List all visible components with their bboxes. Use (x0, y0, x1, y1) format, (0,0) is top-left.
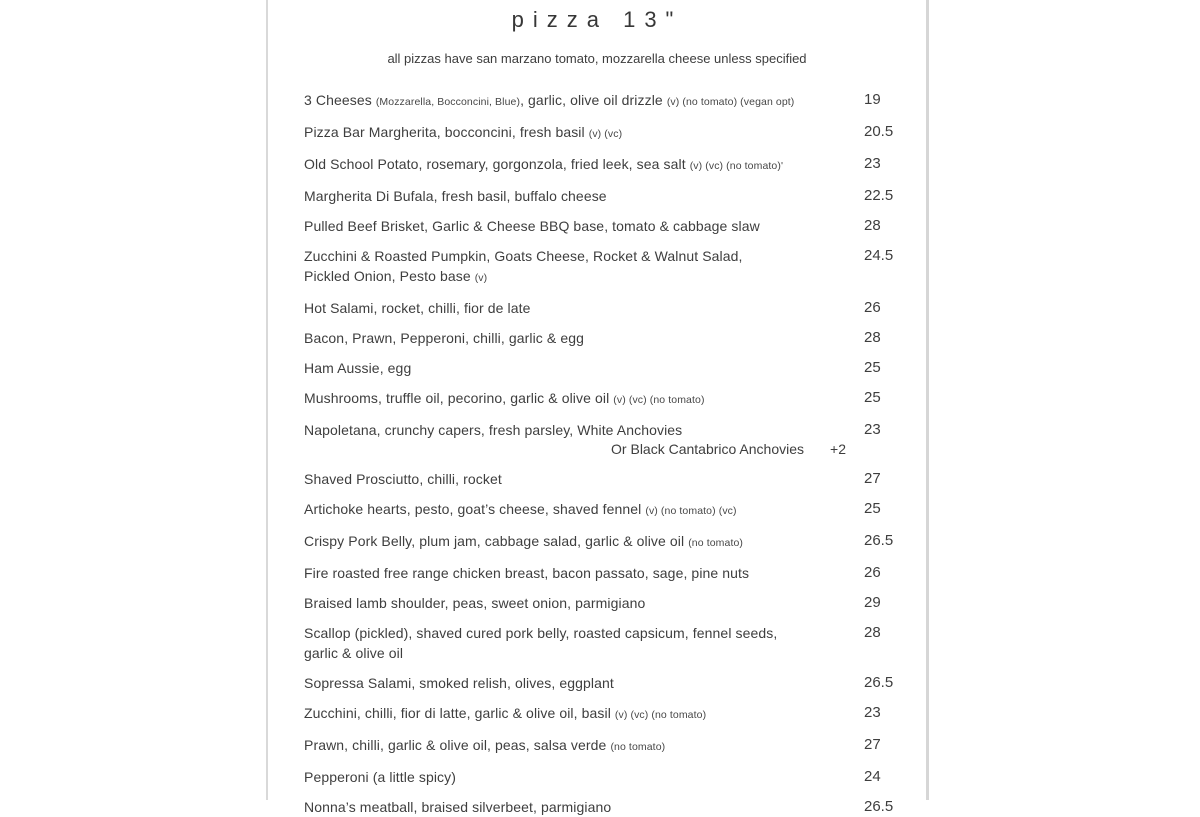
menu-item-text: Pepperoni (a little spicy) (304, 769, 456, 785)
menu-item-description (304, 388, 864, 410)
menu-item-text: Mushrooms, truffle oil, pecorino, garlic & olive oil (304, 390, 614, 406)
menu-item-price: 22.5 (864, 187, 894, 204)
menu-item-text: Old School Potato, rosemary, gorgonzola, fried leek, sea salt (304, 156, 690, 172)
menu-item-line (304, 643, 864, 663)
menu-item-text: Hot Salami, rocket, chilli, fior de late (304, 300, 531, 316)
menu-page (266, 0, 929, 815)
menu-item (304, 388, 926, 410)
menu-item-note: (Mozzarella, Bocconcini, Blue) (375, 96, 521, 108)
menu-item-text: Sopressa Salami, smoked relish, olives, eggplant (304, 675, 614, 691)
menu-item (304, 246, 926, 288)
menu-item-price: 25 (864, 389, 881, 406)
menu-item-line (304, 673, 864, 693)
menu-list (268, 90, 926, 817)
menu-item-description (304, 298, 864, 318)
menu-item-text: Prawn, chilli, garlic & olive oil, peas, salsa verde (304, 737, 611, 753)
menu-item (304, 499, 926, 521)
menu-item-price: 23 (864, 421, 881, 438)
menu-item-line (304, 266, 864, 288)
menu-item-price: 28 (864, 329, 881, 346)
menu-item (304, 298, 926, 318)
menu-item (304, 358, 926, 378)
menu-item-note: (v) (vc) (no tomato) (614, 709, 707, 721)
menu-item-description (304, 186, 864, 206)
menu-item-description (304, 154, 864, 176)
menu-item-line (304, 122, 864, 144)
menu-item-line (304, 623, 864, 643)
menu-item-note: (v) (vc) (no tomato)' (689, 160, 784, 172)
menu-item-text: Margherita Di Bufala, fresh basil, buffalo cheese (304, 188, 607, 204)
menu-item-description (304, 623, 864, 663)
menu-item-description (304, 328, 864, 348)
menu-item-line (304, 186, 864, 206)
menu-item-description (304, 703, 864, 725)
menu-item-price: 29 (864, 594, 881, 611)
page-subtitle: all pizzas have san marzano tomato, mozzarella cheese unless specified (387, 51, 807, 66)
menu-item-line (304, 298, 864, 318)
menu-item-line (304, 358, 864, 378)
menu-item-line (304, 328, 864, 348)
menu-item-text: Pizza Bar Margherita, bocconcini, fresh basil (304, 124, 589, 140)
menu-item-text: Pulled Beef Brisket, Garlic & Cheese BBQ base, tomato & cabbage slaw (304, 218, 760, 234)
menu-item-note: (v) (vc) (no tomato) (613, 394, 705, 406)
menu-item-price: 26 (864, 299, 881, 316)
menu-item (304, 563, 926, 583)
menu-item-line (304, 216, 864, 236)
menu-item-text: Scallop (pickled), shaved cured pork belly, roasted capsicum, fennel seeds, (304, 625, 778, 641)
menu-item (304, 122, 926, 144)
menu-item-description (304, 420, 864, 459)
menu-item-line (304, 499, 864, 521)
menu-item-price: 24.5 (864, 247, 894, 264)
menu-item-line (304, 420, 864, 440)
menu-item (304, 623, 926, 663)
menu-item-description (304, 499, 864, 521)
menu-item-price: 20.5 (864, 123, 894, 140)
menu-item-price: 24 (864, 768, 881, 785)
menu-item (304, 703, 926, 725)
menu-item-option-label: Or Black Cantabrico Anchovies (611, 441, 805, 457)
menu-item-text: Nonna’s meatball, braised silverbeet, parmigiano (304, 799, 612, 815)
menu-item-text: 3 Cheeses (304, 92, 376, 108)
menu-item-line (304, 469, 864, 489)
menu-item-text: Napoletana, crunchy capers, fresh parsley, White Anchovies (304, 422, 683, 438)
menu-item (304, 216, 926, 236)
menu-item-line (304, 563, 864, 583)
menu-item-note: (v) (474, 272, 488, 284)
menu-item-description (304, 797, 864, 817)
menu-item-note: (v) (no tomato) (vc) (645, 505, 737, 517)
menu-item-line (304, 767, 864, 787)
menu-item-text: Braised lamb shoulder, peas, sweet onion, parmigiano (304, 595, 646, 611)
page-title: pizza 13" (511, 7, 683, 32)
menu-item (304, 154, 926, 176)
menu-item-price: 28 (864, 217, 881, 234)
menu-item (304, 420, 926, 459)
menu-item-text: Ham Aussie, egg (304, 360, 412, 376)
menu-item (304, 469, 926, 489)
menu-item-price: 27 (864, 736, 881, 753)
menu-item-text: Crispy Pork Belly, plum jam, cabbage salad, garlic & olive oil (304, 533, 689, 549)
menu-item (304, 673, 926, 693)
menu-item-price: 26 (864, 564, 881, 581)
menu-item-line (304, 735, 864, 757)
menu-item-option-price: +2 (830, 441, 846, 457)
menu-item-text: Zucchini, chilli, fior di latte, garlic & olive oil, basil (304, 705, 615, 721)
menu-item (304, 735, 926, 757)
menu-item-line (304, 703, 864, 725)
menu-item (304, 797, 926, 817)
menu-item-price: 19 (864, 91, 881, 108)
menu-item-line (304, 797, 864, 817)
menu-item (304, 186, 926, 206)
menu-item-description (304, 216, 864, 236)
menu-item-description (304, 358, 864, 378)
menu-item (304, 593, 926, 613)
menu-item-option (304, 440, 864, 459)
menu-item-price: 27 (864, 470, 881, 487)
menu-item-description (304, 90, 864, 112)
menu-item-description (304, 767, 864, 787)
menu-item-line (304, 246, 864, 266)
menu-item-note: (v) (no tomato) (vegan opt) (666, 96, 795, 108)
menu-item-text: garlic & olive oil (304, 645, 404, 661)
menu-item (304, 767, 926, 787)
menu-item-price: 28 (864, 624, 881, 641)
menu-item-description (304, 563, 864, 583)
menu-item-line (304, 154, 864, 176)
menu-item-description (304, 673, 864, 693)
menu-item-price: 26.5 (864, 798, 894, 815)
menu-item-price: 26.5 (864, 674, 894, 691)
menu-item-note: (no tomato) (610, 741, 666, 753)
menu-item-text: Zucchini & Roasted Pumpkin, Goats Cheese, Rocket & Walnut Salad, (304, 248, 743, 264)
menu-item-text: Artichoke hearts, pesto, goat’s cheese, shaved fennel (304, 501, 646, 517)
menu-item-price: 25 (864, 500, 881, 517)
menu-item-note: (v) (vc) (588, 128, 623, 140)
menu-item-text: , garlic, olive oil drizzle (520, 92, 667, 108)
menu-item-line (304, 593, 864, 613)
menu-item-text: Bacon, Prawn, Pepperoni, chilli, garlic & egg (304, 330, 584, 346)
menu-item-price: 23 (864, 704, 881, 721)
menu-item-text: Pickled Onion, Pesto base (304, 268, 475, 284)
menu-item-note: (no tomato) (688, 537, 743, 549)
menu-item-description (304, 531, 864, 553)
menu-item (304, 328, 926, 348)
menu-item-line (304, 388, 864, 410)
menu-item-text: Shaved Prosciutto, chilli, rocket (304, 471, 502, 487)
menu-item (304, 90, 926, 112)
menu-item-description (304, 122, 864, 144)
menu-item-price: 23 (864, 155, 881, 172)
menu-item-description (304, 735, 864, 757)
menu-item-price: 26.5 (864, 532, 894, 549)
menu-item-line (304, 531, 864, 553)
menu-item-text: Fire roasted free range chicken breast, bacon passato, sage, pine nuts (304, 565, 750, 581)
menu-item-description (304, 593, 864, 613)
menu-item-description (304, 246, 864, 288)
menu-item-price: 25 (864, 359, 881, 376)
menu-item-line (304, 90, 864, 112)
menu-item-description (304, 469, 864, 489)
menu-item (304, 531, 926, 553)
